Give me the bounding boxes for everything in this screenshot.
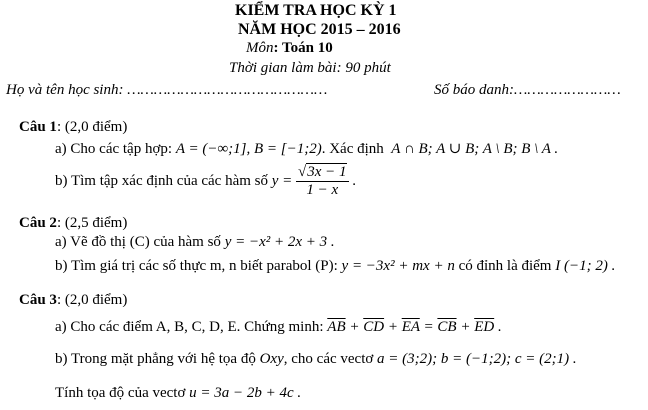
q2b-vertex: I (−1; 2) . (555, 258, 616, 274)
q1b-numerator: √3x − 1 (298, 164, 347, 180)
q1a-sets: A = (−∞;1], B = [−1;2) (175, 141, 322, 157)
q2b-text: b) Tìm giá trị các số thực m, n biết parabol (P): (55, 258, 338, 274)
vector-cb: $\overline{CB}$ (437, 319, 457, 335)
q1b-end: . (352, 173, 357, 189)
exam-title: KIỂM TRA HỌC KỲ 1 (235, 2, 397, 19)
q3b-text2: , cho các vectơ (283, 351, 374, 367)
q3a-identity: $\overline{AB} + \overline{CD} + \overline{EA} = \overline{CB} + \overline{ED}$ . (327, 319, 502, 335)
q1b-fraction (296, 164, 349, 199)
student-name-field: Họ và tên học sinh: ……………………………………… (6, 82, 328, 98)
q1b-text: b) Tìm tập xác định của các hàm số (55, 173, 268, 189)
vector-ea: $\overline{EA}$ (401, 319, 420, 335)
q3-part-c (55, 385, 301, 402)
q2a-text: a) Vẽ đồ thị (C) của hàm số (55, 234, 221, 250)
q3b-vectors: a = (3;2); b = (−1;2); c = (2;1) . (377, 351, 577, 367)
vector-cd: $\overline{CD}$ (363, 319, 385, 335)
q3b-oxy: Oxy (259, 351, 284, 367)
q2b-text2: có đỉnh là điểm (458, 258, 552, 274)
q2-part-a (55, 234, 335, 251)
q1a-operations: A ∩ B; A ∪ B; A \ B; B \ A . (391, 141, 559, 157)
q3-part-b (55, 351, 577, 368)
q2-points: : (2,5 điểm) (56, 215, 128, 231)
q3-label: Câu 3 (19, 292, 57, 308)
q1b-denominator: 1 − x (306, 182, 339, 198)
q1-heading (19, 119, 127, 136)
q3b-text: b) Trong mặt phẳng với hệ tọa độ (55, 351, 256, 367)
q1b-radicand: 3x − 1 (307, 164, 347, 180)
vector-ed: $\overline{ED}$ (474, 319, 495, 335)
q3-heading (19, 292, 127, 309)
vector-ab: $\overline{AB}$ (327, 319, 346, 335)
q1-label: Câu 1 (19, 119, 57, 135)
q1-points: : (2,0 điểm) (56, 119, 128, 135)
subject-line (246, 40, 333, 57)
q3-part-a (55, 319, 502, 336)
q2a-function: y = −x² + 2x + 3 . (224, 234, 335, 250)
q2-label: Câu 2 (19, 215, 57, 231)
q1-part-b (55, 164, 356, 199)
q1a-text: a) Cho các tập hợp: (55, 141, 173, 157)
q3-points: : (2,0 điểm) (56, 292, 128, 308)
q3c-vector-u: u = 3a − 2b + 4c . (189, 385, 302, 401)
q1b-y: y = (271, 173, 293, 189)
exam-time: Thời gian làm bài: 90 phút (229, 60, 391, 76)
q1-part-a (55, 139, 558, 158)
q2b-parabola: y = −3x² + mx + n (341, 258, 455, 274)
q1a-text2: . Xác định (321, 141, 384, 157)
subject-label: Môn (246, 40, 274, 56)
school-year: NĂM HỌC 2015 – 2016 (238, 21, 401, 38)
q3a-text: a) Cho các điểm A, B, C, D, E. Chứng minh: (55, 319, 324, 335)
student-id-field: Số báo danh:…………………… (434, 82, 621, 98)
q3c-text: Tính tọa độ của vectơ (55, 385, 186, 401)
q2-part-b (55, 258, 615, 275)
q2-heading (19, 215, 127, 232)
subject-value: : Toán 10 (273, 40, 333, 56)
